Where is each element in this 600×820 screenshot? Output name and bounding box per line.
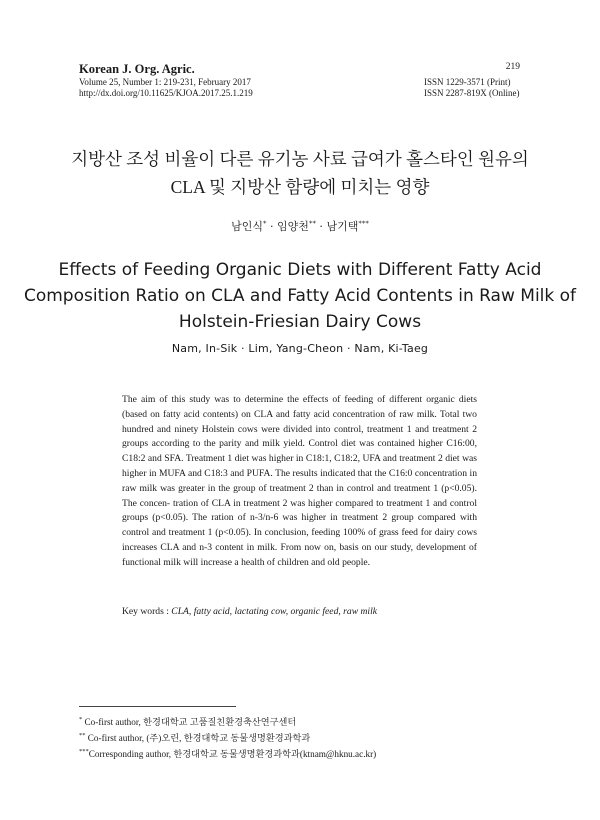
footnote-mark: * [79,715,83,723]
keywords-values: CLA, fatty acid, lactating cow, organic feed, raw milk [171,606,378,617]
abstract [122,393,477,571]
author-separator: · [266,220,278,233]
footnote-text: Co-first author, 한경대학교 고품질친환경축산연구센터 [84,717,297,727]
abstract-line: study, development of functional milk will increase a health of children and old [122,541,478,568]
english-authors: Nam, In-Sik · Lim, Yang-Cheon · Nam, Ki-Taeg [171,342,429,355]
abstract-line: with control and treatment 1 (p<0.05). In conclusion, feeding 100% of grass feed [122,512,477,539]
korean-author-2-mark: ** [308,219,316,228]
abstract-line: in the group of treatment 2 than in control and treatment 1 (p<0.05). The concen- [122,482,477,509]
abstract-line: tration of CLA in treatment 2 was higher compared to treatment 1 and control [172,497,477,509]
abstract-line: diet was contained higher C16:00, C18:2 and SFA. Treatment 1 diet was higher in [122,438,477,465]
korean-author-1: 남인식 [231,220,264,233]
abstract-line: for dairy cows increases CLA and n-3 content in milk. From now on, basis on our [122,527,477,553]
volume-issue-line: Volume 25, Number 1: 219-231, February 2017 [79,77,251,87]
doi-link[interactable]: http://dx.doi.org/10.11625/KJOA.2017.25.1.219 [79,88,253,98]
abstract-line: PUFA. The results indicated that the C16:0 concentration in raw milk was greater [122,467,477,494]
keywords [122,606,377,617]
abstract-line: groups (p<0.05). The ration of n-3/n-6 was higher in treatment 2 group compared [122,512,460,524]
keywords-label: Key words : [122,606,172,617]
korean-authors [0,218,600,234]
korean-author-1-mark: * [263,219,267,228]
english-title [0,257,600,335]
korean-author-3-mark: *** [358,219,369,228]
abstract-line: diets (based on fatty acid contents) on CLA and fatty acid concentration of raw [122,394,477,420]
footnote-mark: ** [79,731,86,739]
abstract-line: milk. Total two hundred and ninety Holstein cows were divided into control, [122,408,477,435]
korean-author-2: 임양천 [277,220,309,233]
footnote-text: Corresponding author, 한경대학교 동물생명환경과학과(ktnam@hknu.ac.kr) [88,749,377,759]
abstract-line: people. [342,556,371,568]
footnote-corresponding-author [79,746,376,760]
english-title-line-3: Holstein-Friesian Dairy Cows [178,312,422,332]
abstract-line: treatment 1 and treatment 2 groups according to the parity and milk yield. Control [122,423,477,450]
issn-print: ISSN 1229-3571 (Print) [424,77,511,87]
english-title-line-2: Composition Ratio on CLA and Fatty Acid Contents in Raw Milk of [23,286,577,306]
english-title-line-1: Effects of Feeding Organic Diets with Different Fatty Acid [58,260,542,280]
footnote-divider [79,706,236,707]
footnote-text: Co-first author, (주)오린, 한경대학교 동물생명환경과학과 [87,733,311,743]
korean-title-line-1: 지방산 조성 비율이 다른 유기농 사료 급여가 홀스타인 원유의 [71,149,529,169]
abstract-line: The aim of this study was to determine the effects of feeding of different organic [122,394,459,405]
footnote-mark: *** [79,747,89,755]
korean-author-3: 남기택 [326,220,359,233]
page-number: 219 [505,62,520,72]
abstract-line: C18:1, C18:2, UFA and treatment 2 diet was higher in MUFA and C18:3 and [122,453,477,479]
footnote-co-first-author-1 [79,714,296,728]
footnote-co-first-author-2 [79,730,310,744]
author-separator: · [315,220,327,233]
issn-online: ISSN 2287-819X (Online) [424,88,520,98]
korean-title-line-2: CLA 및 지방산 함량에 미치는 영향 [170,177,430,197]
journal-name: Korean J. Org. Agric. [79,62,195,76]
